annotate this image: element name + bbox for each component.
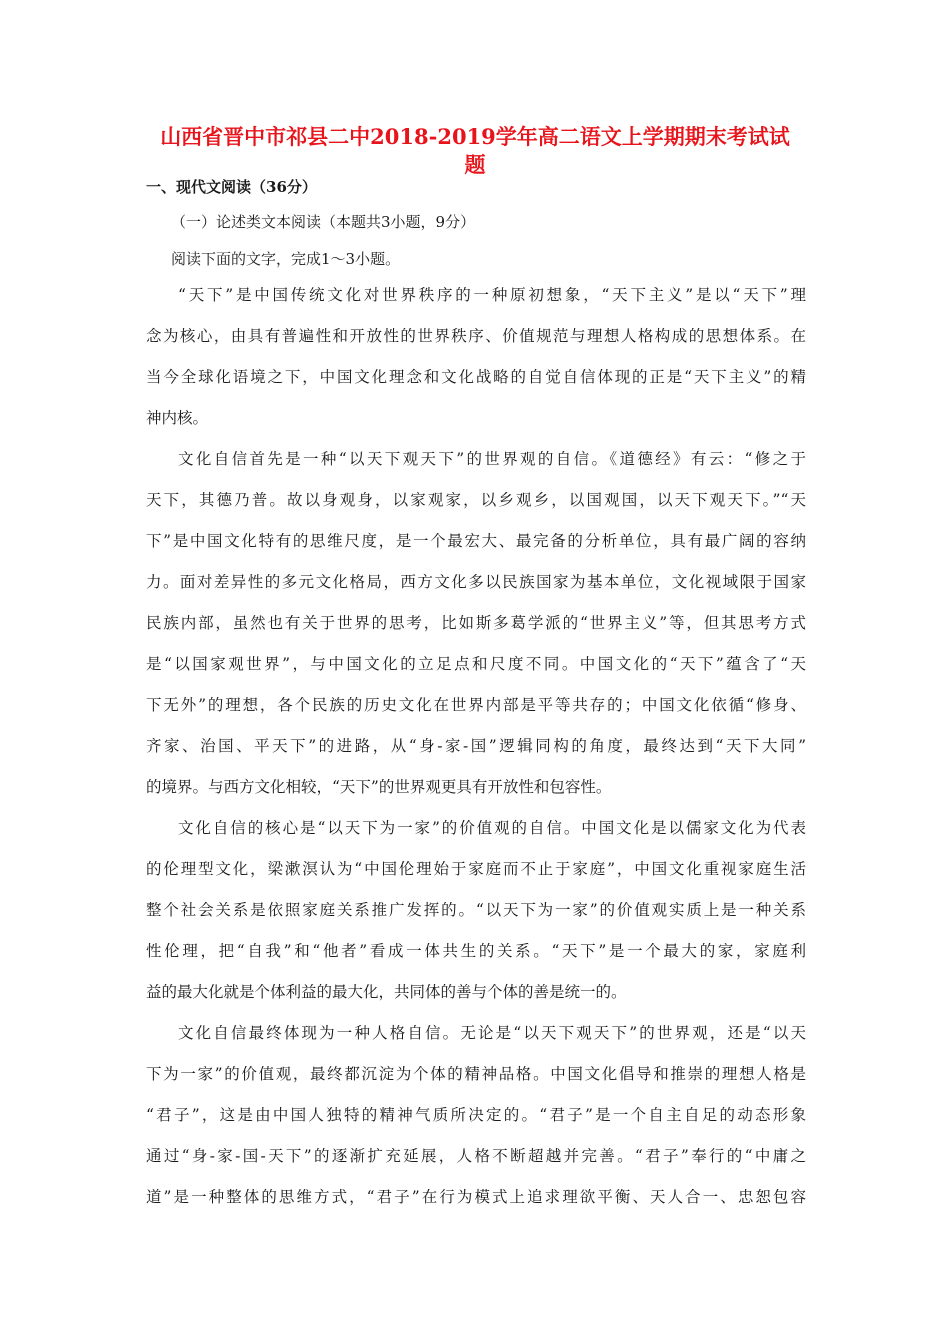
paragraph-line: 文化自信的核心是“以天下为一家”的价值观的自信。中国文化是以儒家文化为代表: [178, 819, 806, 837]
subsection-heading: （一）论述类文本阅读（本题共3小题，9分）: [171, 213, 476, 231]
paragraph-line: 念为核心，由具有普遍性和开放性的世界秩序、价值规范与理想人格构成的思想体系。在: [146, 327, 806, 345]
paragraph: [146, 1013, 806, 1218]
paragraph-line: 的伦理型文化，梁漱溟认为“中国伦理始于家庭而不止于家庭”，中国文化重视家庭生活: [146, 860, 806, 878]
paragraph-line: 天下，其德乃普。故以身观身，以家观家，以乡观乡，以国观国，以天下观天下。”“天: [146, 491, 806, 509]
paragraph-line: 神内核。: [146, 409, 209, 427]
paragraph-line: 益的最大化就是个体利益的最大化，共同体的善与个体的善是统一的。: [146, 983, 627, 1001]
paragraph-line: 齐家、治国、平天下”的进路，从“身-家-国”逻辑同构的角度，最终达到“天下大同”: [146, 737, 806, 755]
paragraph-line: 通过“身-家-国-天下”的逐渐扩充延展，人格不断超越并完善。“君子”奉行的“中庸之: [146, 1147, 806, 1165]
paragraph: [146, 439, 806, 808]
paragraph-line: 是“以国家观世界”，与中国文化的立足点和尺度不同。中国文化的“天下”蕴含了“天: [146, 655, 806, 673]
paragraph-line: 民族内部，虽然也有关于世界的思考，比如斯多葛学派的“世界主义”等，但其思考方式: [146, 614, 806, 632]
paragraph-line: 道”是一种整体的思维方式，“君子”在行为模式上追求理欲平衡、天人合一、忠恕包容: [146, 1188, 806, 1206]
paragraph-line: 下无外”的理想，各个民族的历史文化在世界内部是平等共存的；中国文化依循“修身、: [146, 696, 806, 714]
article-body: [146, 275, 806, 1218]
paragraph: [146, 275, 806, 439]
paragraph-line: 的境界。与西方文化相较，“天下”的世界观更具有开放性和包容性。: [146, 778, 612, 796]
paragraph-line: 下为一家”的价值观，最终都沉淀为个体的精神品格。中国文化倡导和推崇的理想人格是: [146, 1065, 806, 1083]
document-title-line-2: 题: [464, 152, 486, 177]
paragraph-line: 性伦理，把“自我”和“他者”看成一体共生的关系。“天下”是一个最大的家，家庭利: [146, 942, 806, 960]
paragraph-line: “天下”是中国传统文化对世界秩序的一种原初想象，“天下主义”是以“天下”理: [178, 286, 806, 304]
reading-instruction: 阅读下面的文字，完成1～3小题。: [171, 250, 401, 268]
paragraph: [146, 808, 806, 1013]
paragraph-line: 下”是中国文化特有的思维尺度，是一个最宏大、最完备的分析单位，具有最广阔的容纳: [146, 532, 806, 550]
paragraph-line: 文化自信最终体现为一种人格自信。无论是“以天下观天下”的世界观，还是“以天: [178, 1024, 806, 1042]
paragraph-line: 整个社会关系是依照家庭关系推广发挥的。“以天下为一家”的价值观实质上是一种关系: [146, 901, 806, 919]
paragraph-line: “君子”，这是由中国人独特的精神气质所决定的。“君子”是一个自主自足的动态形象: [146, 1106, 806, 1124]
paragraph-line: 力。面对差异性的多元文化格局，西方文化多以民族国家为基本单位，文化视域限于国家: [146, 573, 806, 591]
paragraph-line: 当今全球化语境之下，中国文化理念和文化战略的自觉自信体现的正是“天下主义”的精: [146, 368, 806, 386]
section-heading: 一、现代文阅读（36分）: [146, 178, 317, 196]
paragraph-line: 文化自信首先是一种“以天下观天下”的世界观的自信。《道德经》有云：“修之于: [178, 450, 806, 468]
document-title-line-1: 山西省晋中市祁县二中2018-2019学年高二语文上学期期末考试试: [160, 124, 790, 149]
